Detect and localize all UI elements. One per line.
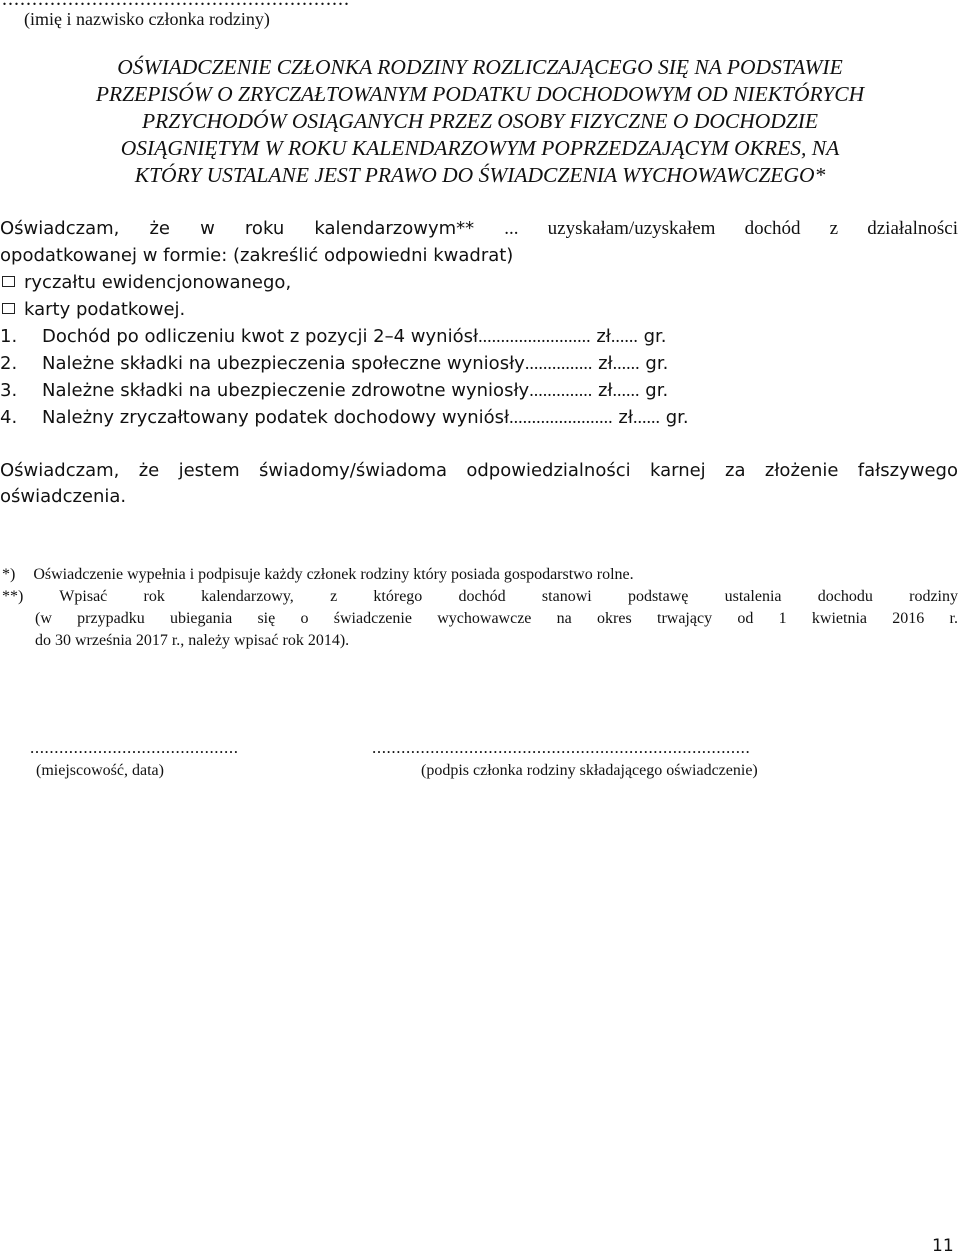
checkbox-tax-card[interactable] [2, 303, 15, 314]
place-date-caption: (miejscowość, data) [36, 762, 164, 779]
item-zl-dots: ...... [632, 407, 660, 427]
page-number: 11 [932, 1236, 954, 1256]
item-text: Należny zryczałtowany podatek dochodowy wyniósł [42, 407, 510, 428]
title-line: PRZYCHODÓW OSIĄGANYCH PRZEZ OSOBY FIZYCZNE O DOCHODZIE [141, 109, 819, 133]
item-zl-dots: ...... [610, 326, 638, 346]
item-zl: zł [618, 407, 633, 428]
document-title [0, 54, 960, 189]
footnote-2-line-1: **) Wpisać rok kalendarzowy, z którego dochód stanowi podstawę ustalenia dochodu rodziny [2, 588, 958, 605]
item-text: Należne składki na ubezpieczenia społeczne wyniosły [42, 353, 525, 374]
title-line: OŚWIADCZENIE CZŁONKA RODZINY ROZLICZAJĄCEGO SIĘ NA PODSTAWIE [117, 55, 843, 79]
signature-dots: .............................................................................. [372, 738, 751, 757]
title-line: KTÓRY USTALANE JEST PRAWO DO ŚWIADCZENIA WYCHOWAWCZEGO* [134, 163, 826, 187]
item-gr: gr. [645, 353, 669, 374]
option-tax-card [0, 299, 958, 320]
item-zl-dots: ...... [612, 353, 640, 373]
item-gr: gr. [665, 407, 689, 428]
item-gr: gr. [645, 380, 669, 401]
item-gr: gr. [643, 326, 667, 347]
item-text: Dochód po odliczeniu kwot z pozycji 2–4 wyniósł [42, 326, 479, 347]
item-number: 3. [0, 380, 18, 401]
member-name-caption: (imię i nazwisko członka rodziny) [24, 9, 270, 29]
item-zl: zł [597, 380, 613, 401]
checkbox-lump-sum[interactable] [2, 276, 15, 287]
option-tax-card-label: karty podatkowej. [24, 299, 186, 320]
item-text: Należne składki na ubezpieczenie zdrowotne wyniosły [42, 380, 530, 401]
declaration-line-2: opodatkowanej w formie: (zakreślić odpowiedni kwadrat) [0, 245, 514, 266]
signature-caption: (podpis członka rodziny składającego oświadczenie) [421, 762, 758, 779]
item-zl: zł [596, 326, 611, 347]
item-dots: .............. [529, 380, 593, 400]
item-dots: ....................... [509, 407, 613, 427]
declaration-year-text: Oświadczam, że w roku kalendarzowym** [0, 218, 475, 239]
declaration-line-1 [0, 218, 958, 240]
item-dots: ......................... [478, 326, 591, 346]
responsibility-line-1: Oświadczam, że jestem świadomy/świadoma odpowiedzialności karnej za złożenie fałszywego [0, 460, 958, 481]
responsibility-line-2: oświadczenia. [0, 486, 127, 507]
option-lump-sum-label: ryczałtu ewidencjonowanego, [24, 272, 292, 293]
footnote-2-line-3: do 30 września 2017 r., należy wpisać rok 2014). [35, 632, 350, 649]
item-dots: ............... [524, 353, 593, 373]
footnote-1-mark: *) [2, 566, 16, 583]
place-date-dots: ........................................... [30, 738, 239, 757]
title-line: OSIĄGNIĘTYM W ROKU KALENDARZOWYM POPRZEDZAJĄCYM OKRES, NA [120, 136, 840, 160]
item-number: 4. [0, 407, 18, 428]
item-number: 1. [0, 326, 18, 347]
item-number: 2. [0, 353, 18, 374]
title-line: PRZEPISÓW O ZRYCZAŁTOWANYM PODATKU DOCHODOWYM OD NIEKTÓRYCH [95, 82, 865, 106]
item-row [0, 353, 958, 374]
item-row [0, 407, 958, 428]
item-row [0, 326, 958, 347]
footnote-1-text: Oświadczenie wypełnia i podpisuje każdy członek rodziny który posiada gospodarstwo rolne. [33, 566, 634, 583]
declaration-income-text: ... uzyskałam/uzyskałem dochód z działalności [504, 218, 958, 239]
option-lump-sum [0, 272, 958, 293]
footnote-1 [2, 566, 958, 584]
item-zl-dots: ...... [612, 380, 640, 400]
footnote-2-line-2: (w przypadku ubiegania się o świadczenie wychowawcze na okres trwający od 1 kwietnia 2016 r. [35, 610, 958, 627]
item-row [0, 380, 958, 401]
item-zl: zł [598, 353, 613, 374]
